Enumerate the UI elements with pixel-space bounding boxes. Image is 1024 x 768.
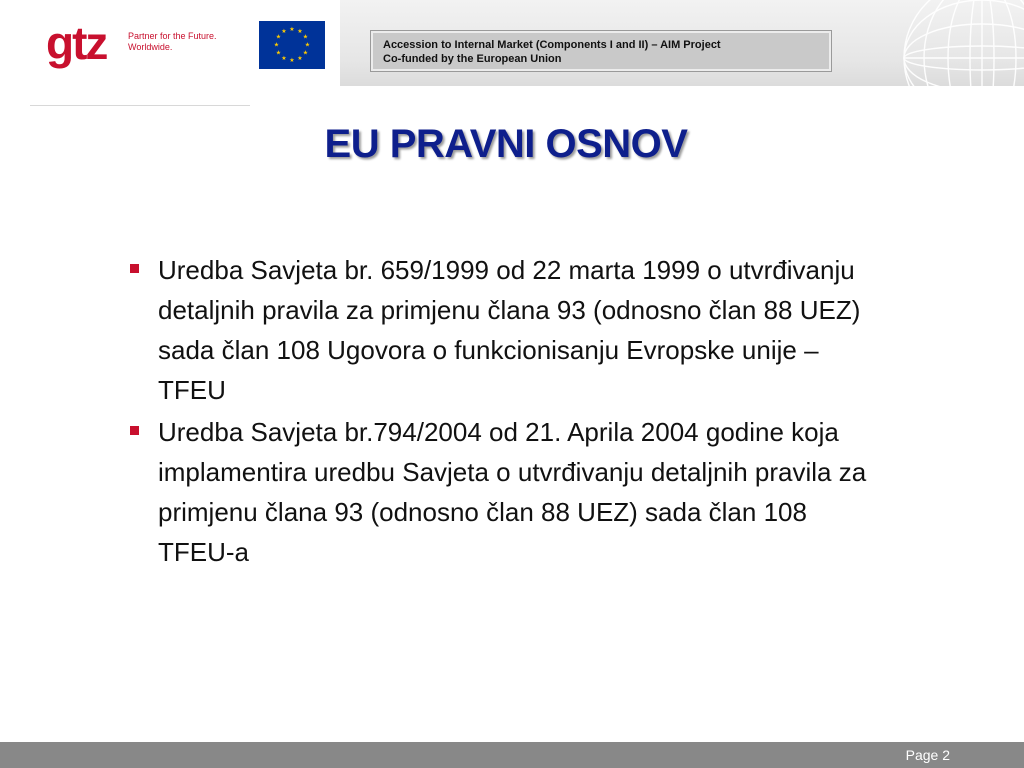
bullet-marker-icon (130, 426, 139, 435)
gtz-wordmark: gtz (46, 17, 107, 69)
svg-text:★: ★ (297, 28, 303, 35)
slide-title: EU PRAVNI OSNOV (324, 122, 688, 166)
svg-text:★: ★ (302, 33, 309, 41)
page-number: Page 2 (905, 747, 950, 763)
svg-text:★: ★ (302, 49, 309, 57)
logo-panel (0, 0, 340, 86)
slide-header (0, 0, 1024, 86)
project-info-box (370, 30, 832, 72)
eu-flag-icon (259, 21, 325, 69)
svg-text:★: ★ (297, 55, 303, 62)
footer-bar (0, 742, 1024, 768)
globe-icon (890, 0, 1024, 86)
svg-text:★: ★ (281, 28, 287, 35)
svg-text:★: ★ (281, 55, 287, 62)
gtz-tagline-line1: Partner for the Future. (128, 31, 217, 41)
svg-text:★: ★ (304, 41, 311, 49)
bullet-text: Uredba Savjeta br.794/2004 od 21. Aprila 2004 godine koja implamentira uredbu Savjeta o utvrđivanju detaljnih pravila za primjenu člana 93 (odnosno član 88 UEZ) sada član 108 TFEU-a (158, 417, 867, 567)
bullet-marker-icon (130, 264, 139, 273)
bullet-item (128, 250, 888, 410)
project-funding: Co-funded by the European Union (383, 53, 562, 65)
svg-text:★: ★ (289, 57, 295, 64)
svg-text:★: ★ (275, 33, 282, 41)
bullet-text: Uredba Savjeta br. 659/1999 od 22 marta 1999 o utvrđivanju detaljnih pravila za primjenu člana 93 (odnosno član 88 UEZ) sada član 108 Ugovora o funkcionisanju Evropske unije – TFEU (158, 255, 861, 405)
svg-text:★: ★ (275, 49, 282, 57)
svg-text:★: ★ (273, 41, 280, 49)
gtz-tagline-line2: Worldwide. (128, 42, 173, 52)
project-title: Accession to Internal Market (Components I and II) – AIM Project (383, 39, 721, 51)
header-divider (30, 105, 250, 106)
gtz-tagline (128, 31, 217, 53)
bullet-list (128, 250, 888, 572)
bullet-item (128, 412, 888, 572)
svg-text:★: ★ (289, 26, 295, 33)
gtz-logo (46, 17, 226, 80)
